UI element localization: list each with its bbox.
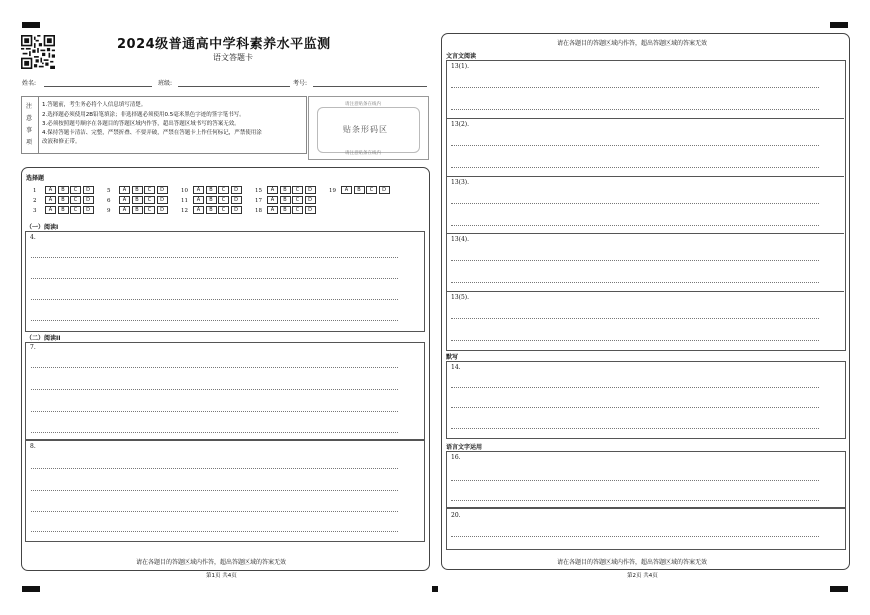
- answer-box-q20[interactable]: [446, 507, 846, 550]
- note-item: 改液和修正带。: [42, 139, 81, 145]
- class-field-label: 班级:: [158, 80, 173, 87]
- choice-bubble-b[interactable]: B: [206, 196, 217, 204]
- answer-line: [31, 389, 398, 390]
- answer-line: [31, 411, 398, 412]
- note-item: 2.选择题必须使用2B铅笔填涂；非选择题必须使用0.5毫米黑色字迹的签字笔书写。: [42, 112, 245, 118]
- exam-number-field[interactable]: [313, 86, 427, 87]
- answer-box-q4[interactable]: [25, 231, 425, 332]
- answer-line: [451, 340, 819, 341]
- answer-line: [451, 480, 819, 481]
- choice-bubble-d[interactable]: D: [379, 186, 390, 194]
- choice-bubble-a[interactable]: A: [267, 196, 278, 204]
- choice-bubble-a[interactable]: A: [267, 206, 278, 214]
- answer-line: [451, 225, 819, 226]
- answer-line: [451, 536, 819, 537]
- answer-line: [31, 278, 398, 279]
- section-heading: （一）阅读I: [26, 224, 59, 231]
- answer-line: [31, 468, 398, 469]
- answer-line: [451, 428, 819, 429]
- answer-box-q7[interactable]: [25, 342, 425, 441]
- choice-bubble-c[interactable]: C: [218, 196, 229, 204]
- question-number: 16.: [451, 454, 461, 461]
- choice-bubble-b[interactable]: B: [354, 186, 365, 194]
- choice-bubble-b[interactable]: B: [280, 186, 291, 194]
- choice-bubble-a[interactable]: A: [119, 206, 130, 214]
- choice-bubble-c[interactable]: C: [292, 186, 303, 194]
- choice-bubble-d[interactable]: D: [83, 196, 94, 204]
- alignment-mark-bottom-right: [830, 586, 848, 592]
- alignment-mark-top-right: [830, 22, 848, 28]
- choice-row-q11: [181, 196, 243, 204]
- name-field[interactable]: [44, 86, 152, 87]
- barcode-label: 贴条形码区: [343, 125, 388, 134]
- choice-bubble-d[interactable]: D: [83, 186, 94, 194]
- choice-bubble-d[interactable]: D: [231, 186, 242, 194]
- answer-line: [31, 320, 398, 321]
- choice-bubble-a[interactable]: A: [119, 186, 130, 194]
- choice-question-number: 17: [255, 197, 262, 204]
- header-warning-right: 请在各题目的答题区域内作答，超出答题区域的答案无效: [557, 40, 708, 47]
- barcode-top-note: 请注意贴条在线内: [345, 102, 381, 107]
- footer-warning-right: 请在各题目的答题区域内作答，超出答题区域的答案无效: [557, 559, 708, 566]
- wenyan-questions: [446, 60, 844, 349]
- choice-question-number: 15: [255, 187, 262, 194]
- answer-line: [451, 387, 819, 388]
- answer-line: [31, 257, 398, 258]
- choice-question-number: 2: [33, 197, 37, 204]
- choice-bubble-b[interactable]: B: [206, 206, 217, 214]
- choice-question-number: 1: [33, 187, 37, 194]
- question-number: 13(2).: [451, 120, 470, 128]
- answer-line: [451, 260, 819, 261]
- choice-bubble-b[interactable]: B: [58, 186, 69, 194]
- choice-row-q10: [181, 186, 243, 194]
- choice-bubble-a[interactable]: A: [45, 206, 56, 214]
- choice-row-q12: [181, 206, 243, 214]
- choice-row-q15: [255, 186, 317, 194]
- choice-row-q1: [33, 186, 95, 194]
- choice-question-number: 11: [181, 197, 188, 204]
- choice-question-number: 9: [107, 207, 111, 214]
- choice-bubble-a[interactable]: A: [267, 186, 278, 194]
- choice-bubble-a[interactable]: A: [45, 186, 56, 194]
- choice-row-q5: [107, 186, 169, 194]
- answer-line: [451, 500, 819, 501]
- section-heading: 默写: [446, 354, 459, 361]
- choice-bubble-d[interactable]: D: [157, 196, 168, 204]
- page-number-left: 第1页 共4页: [206, 573, 237, 579]
- choice-row-q2: [33, 196, 95, 204]
- answer-line: [451, 282, 819, 283]
- choice-question-number: 5: [107, 187, 111, 194]
- choice-bubble-b[interactable]: B: [132, 206, 143, 214]
- choice-question-number: 19: [329, 187, 336, 194]
- choice-bubble-d[interactable]: D: [157, 206, 168, 214]
- choice-row-q6: [107, 196, 169, 204]
- choice-bubble-a[interactable]: A: [193, 186, 204, 194]
- choice-row-q9: [107, 206, 169, 214]
- page-number-right: 第2页 共4页: [627, 573, 658, 579]
- footer-warning-left: 请在各题目的答题区域内作答，超出答题区域的答案无效: [136, 559, 287, 566]
- choice-bubble-c[interactable]: C: [70, 186, 81, 194]
- choice-bubble-a[interactable]: A: [193, 206, 204, 214]
- question-number: 13(4).: [451, 236, 470, 244]
- choice-bubble-b[interactable]: B: [280, 196, 291, 204]
- choice-bubble-d[interactable]: D: [305, 196, 316, 204]
- choice-bubble-d[interactable]: D: [83, 206, 94, 214]
- question-divider: [446, 118, 844, 119]
- choice-row-q19: [329, 186, 391, 194]
- qr-code-icon: [21, 35, 55, 69]
- answer-line: [451, 167, 819, 168]
- answer-line: [451, 109, 819, 110]
- choice-bubble-c[interactable]: C: [144, 206, 155, 214]
- choice-bubble-d[interactable]: D: [305, 186, 316, 194]
- alignment-mark-bottom-center-left: [432, 586, 438, 592]
- choice-bubble-c[interactable]: C: [144, 186, 155, 194]
- question-divider: [446, 291, 844, 292]
- answer-line: [451, 87, 819, 88]
- section-heading: （二）阅读II: [26, 335, 61, 342]
- choice-question-number: 18: [255, 207, 262, 214]
- answer-line: [31, 299, 398, 300]
- choice-bubble-b[interactable]: B: [132, 196, 143, 204]
- choice-question-number: 12: [181, 207, 188, 214]
- answer-line: [451, 407, 819, 408]
- answer-line: [31, 511, 398, 512]
- exam-number-field-label: 考号:: [293, 80, 308, 87]
- choice-bubble-c[interactable]: C: [144, 196, 155, 204]
- choice-question-number: 3: [33, 207, 37, 214]
- answer-line: [451, 318, 819, 319]
- choice-bubble-d[interactable]: D: [305, 206, 316, 214]
- choice-row-q3: [33, 206, 95, 214]
- choice-bubble-c[interactable]: C: [70, 196, 81, 204]
- alignment-mark-top-left: [22, 22, 40, 28]
- choice-row-q17: [255, 196, 317, 204]
- answer-line: [31, 490, 398, 491]
- choice-question-number: 10: [181, 187, 188, 194]
- class-field[interactable]: [178, 86, 290, 87]
- choice-bubble-c[interactable]: C: [292, 196, 303, 204]
- choice-bubble-b[interactable]: B: [280, 206, 291, 214]
- answer-line: [31, 531, 398, 532]
- answer-line: [451, 203, 819, 204]
- choice-question-number: 6: [107, 197, 111, 204]
- answer-line: [31, 367, 398, 368]
- section-heading: 文言文阅读: [446, 53, 477, 60]
- choice-bubble-d[interactable]: D: [157, 186, 168, 194]
- choice-bubble-a[interactable]: A: [45, 196, 56, 204]
- choice-row-q18: [255, 206, 317, 214]
- section-heading: 语言文字运用: [446, 444, 483, 451]
- page-title: 2024级普通高中学科素养水平监测: [117, 37, 331, 52]
- choice-bubble-d[interactable]: D: [231, 196, 242, 204]
- choice-bubble-c[interactable]: C: [366, 186, 377, 194]
- name-field-label: 姓名:: [22, 80, 37, 87]
- question-divider: [446, 233, 844, 234]
- choice-bubble-c[interactable]: C: [218, 206, 229, 214]
- choice-bubble-c[interactable]: C: [218, 186, 229, 194]
- question-number: 14.: [451, 364, 461, 371]
- choice-bubble-b[interactable]: B: [58, 206, 69, 214]
- note-item: 4.保持答题卡清洁、完整，严禁折叠、不要弄破，严禁在答题卡上作任何标记，严禁使用涂: [42, 130, 262, 136]
- choice-bubble-c[interactable]: C: [292, 206, 303, 214]
- answer-line: [31, 432, 398, 433]
- choice-bubble-b[interactable]: B: [206, 186, 217, 194]
- question-number: 8.: [30, 443, 36, 450]
- notes-title: 注 意 事 项: [22, 97, 39, 153]
- note-item: 1.答题前，考生务必将个人信息填写清楚。: [42, 102, 147, 108]
- choice-bubble-b[interactable]: B: [58, 196, 69, 204]
- answer-line: [451, 145, 819, 146]
- choice-bubble-a[interactable]: A: [193, 196, 204, 204]
- choice-bubble-c[interactable]: C: [70, 206, 81, 214]
- choice-bubble-a[interactable]: A: [119, 196, 130, 204]
- question-number: 7.: [30, 344, 36, 351]
- question-number: 13(1).: [451, 63, 470, 70]
- alignment-mark-bottom-left: [22, 586, 40, 592]
- barcode-bottom-note: 请注意贴条在线内: [345, 151, 381, 156]
- question-number: 13(5).: [451, 294, 470, 302]
- note-item: 3.必须按照题号顺序在各题目的答题区域内作答，超出答题区域书写的答案无效。: [42, 121, 240, 127]
- question-number: 13(3).: [451, 178, 470, 186]
- choice-bubble-a[interactable]: A: [341, 186, 352, 194]
- choice-bubble-d[interactable]: D: [231, 206, 242, 214]
- choice-heading: 选择题: [26, 175, 45, 182]
- question-divider: [446, 176, 844, 177]
- page-subtitle: 语文答题卡: [213, 53, 253, 62]
- question-number: 4.: [30, 234, 36, 241]
- choice-grid: [33, 186, 413, 218]
- choice-bubble-b[interactable]: B: [132, 186, 143, 194]
- question-number: 20.: [451, 512, 461, 519]
